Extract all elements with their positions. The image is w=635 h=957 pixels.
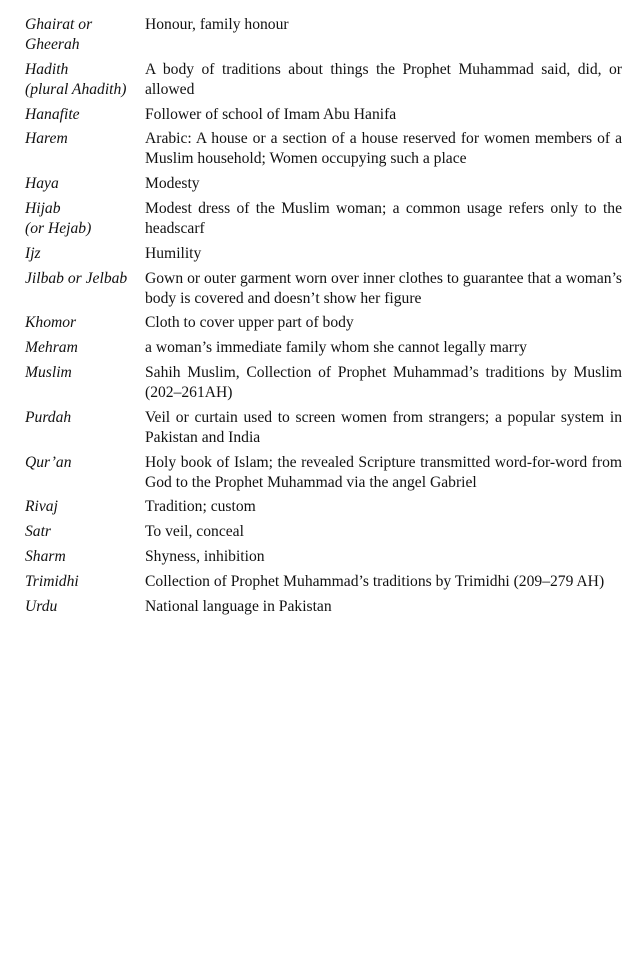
- glossary-entry: [25, 15, 622, 55]
- glossary-definition: Follower of school of Imam Abu Hanifa: [145, 105, 397, 123]
- glossary-entry: [25, 408, 622, 448]
- glossary-entry: [25, 572, 622, 592]
- glossary-definition: a woman’s immediate family whom she cannot legally marry: [145, 339, 527, 357]
- glossary-entry: [25, 199, 622, 239]
- glossary-definition: Modest dress of the Muslim woman; a common usage refers only to the headscarf: [145, 199, 622, 237]
- glossary-entry: [25, 174, 622, 194]
- glossary-term: Muslim: [25, 363, 72, 381]
- glossary-entry: [25, 497, 622, 517]
- glossary-definition: Honour, family honour: [145, 16, 289, 33]
- glossary-list: [25, 15, 622, 621]
- glossary-term: Purdah: [25, 408, 72, 426]
- glossary-term: Hadith (plural Ahadith): [25, 60, 127, 98]
- glossary-term: Rivaj: [25, 498, 58, 516]
- glossary-entry: [25, 547, 622, 567]
- glossary-term: Ijz: [25, 244, 41, 262]
- glossary-entry: [25, 453, 622, 493]
- glossary-term: Satr: [25, 523, 51, 541]
- glossary-entry: [25, 313, 622, 333]
- glossary-definition: To veil, conceal: [145, 523, 244, 541]
- glossary-term: Ghairat or Gheerah: [25, 16, 93, 53]
- glossary-term: Hijab (or Hejab): [25, 199, 92, 237]
- glossary-entry: [25, 338, 622, 358]
- glossary-term: Qur’an: [25, 453, 72, 471]
- glossary-definition: Veil or curtain used to screen women from strangers; a popular system in Pakistan and India: [145, 408, 622, 446]
- glossary-term: Trimidhi: [25, 572, 79, 590]
- glossary-definition: Collection of Prophet Muhammad’s traditions by Trimidhi (209–279 AH): [145, 572, 605, 590]
- glossary-definition: Shyness, inhibition: [145, 547, 265, 565]
- glossary-definition: Holy book of Islam; the revealed Scripture transmitted word-for-word from God to the Prophet Muhammad via the angel Gabriel: [145, 453, 622, 491]
- glossary-term: Sharm: [25, 547, 66, 565]
- glossary-term: Jilbab or Jelbab: [25, 269, 128, 287]
- glossary-entry: [25, 363, 622, 403]
- glossary-definition: Sahih Muslim, Collection of Prophet Muhammad’s traditions by Muslim (202–261AH): [145, 363, 622, 401]
- glossary-entry: [25, 597, 622, 617]
- glossary-entry: [25, 105, 622, 125]
- glossary-definition: National language in Pakistan: [145, 597, 332, 615]
- glossary-definition: Humility: [145, 244, 202, 262]
- glossary-term: Haya: [25, 175, 59, 193]
- glossary-term: Hanafite: [25, 105, 80, 123]
- glossary-definition: Gown or outer garment worn over inner clothes to guarantee that a woman’s body is covered and doesn’t show her figure: [145, 269, 622, 307]
- glossary-entry: [25, 522, 622, 542]
- glossary-term: Khomor: [25, 314, 77, 332]
- glossary-term: Urdu: [25, 597, 58, 615]
- glossary-entry: [25, 269, 622, 309]
- glossary-definition: Tradition; custom: [145, 498, 256, 516]
- glossary-entry: [25, 244, 622, 264]
- glossary-definition: Modesty: [145, 175, 200, 193]
- glossary-definition: Arabic: A house or a section of a house reserved for women members of a Muslim household; Women occupying such a place: [145, 130, 622, 168]
- glossary-definition: Cloth to cover upper part of body: [145, 314, 354, 332]
- glossary-entry: [25, 60, 622, 100]
- glossary-term: Mehram: [25, 339, 78, 357]
- glossary-term: Harem: [25, 130, 68, 148]
- glossary-definition: A body of traditions about things the Prophet Muhammad said, did, or allowed: [145, 60, 622, 98]
- glossary-entry: [25, 129, 622, 169]
